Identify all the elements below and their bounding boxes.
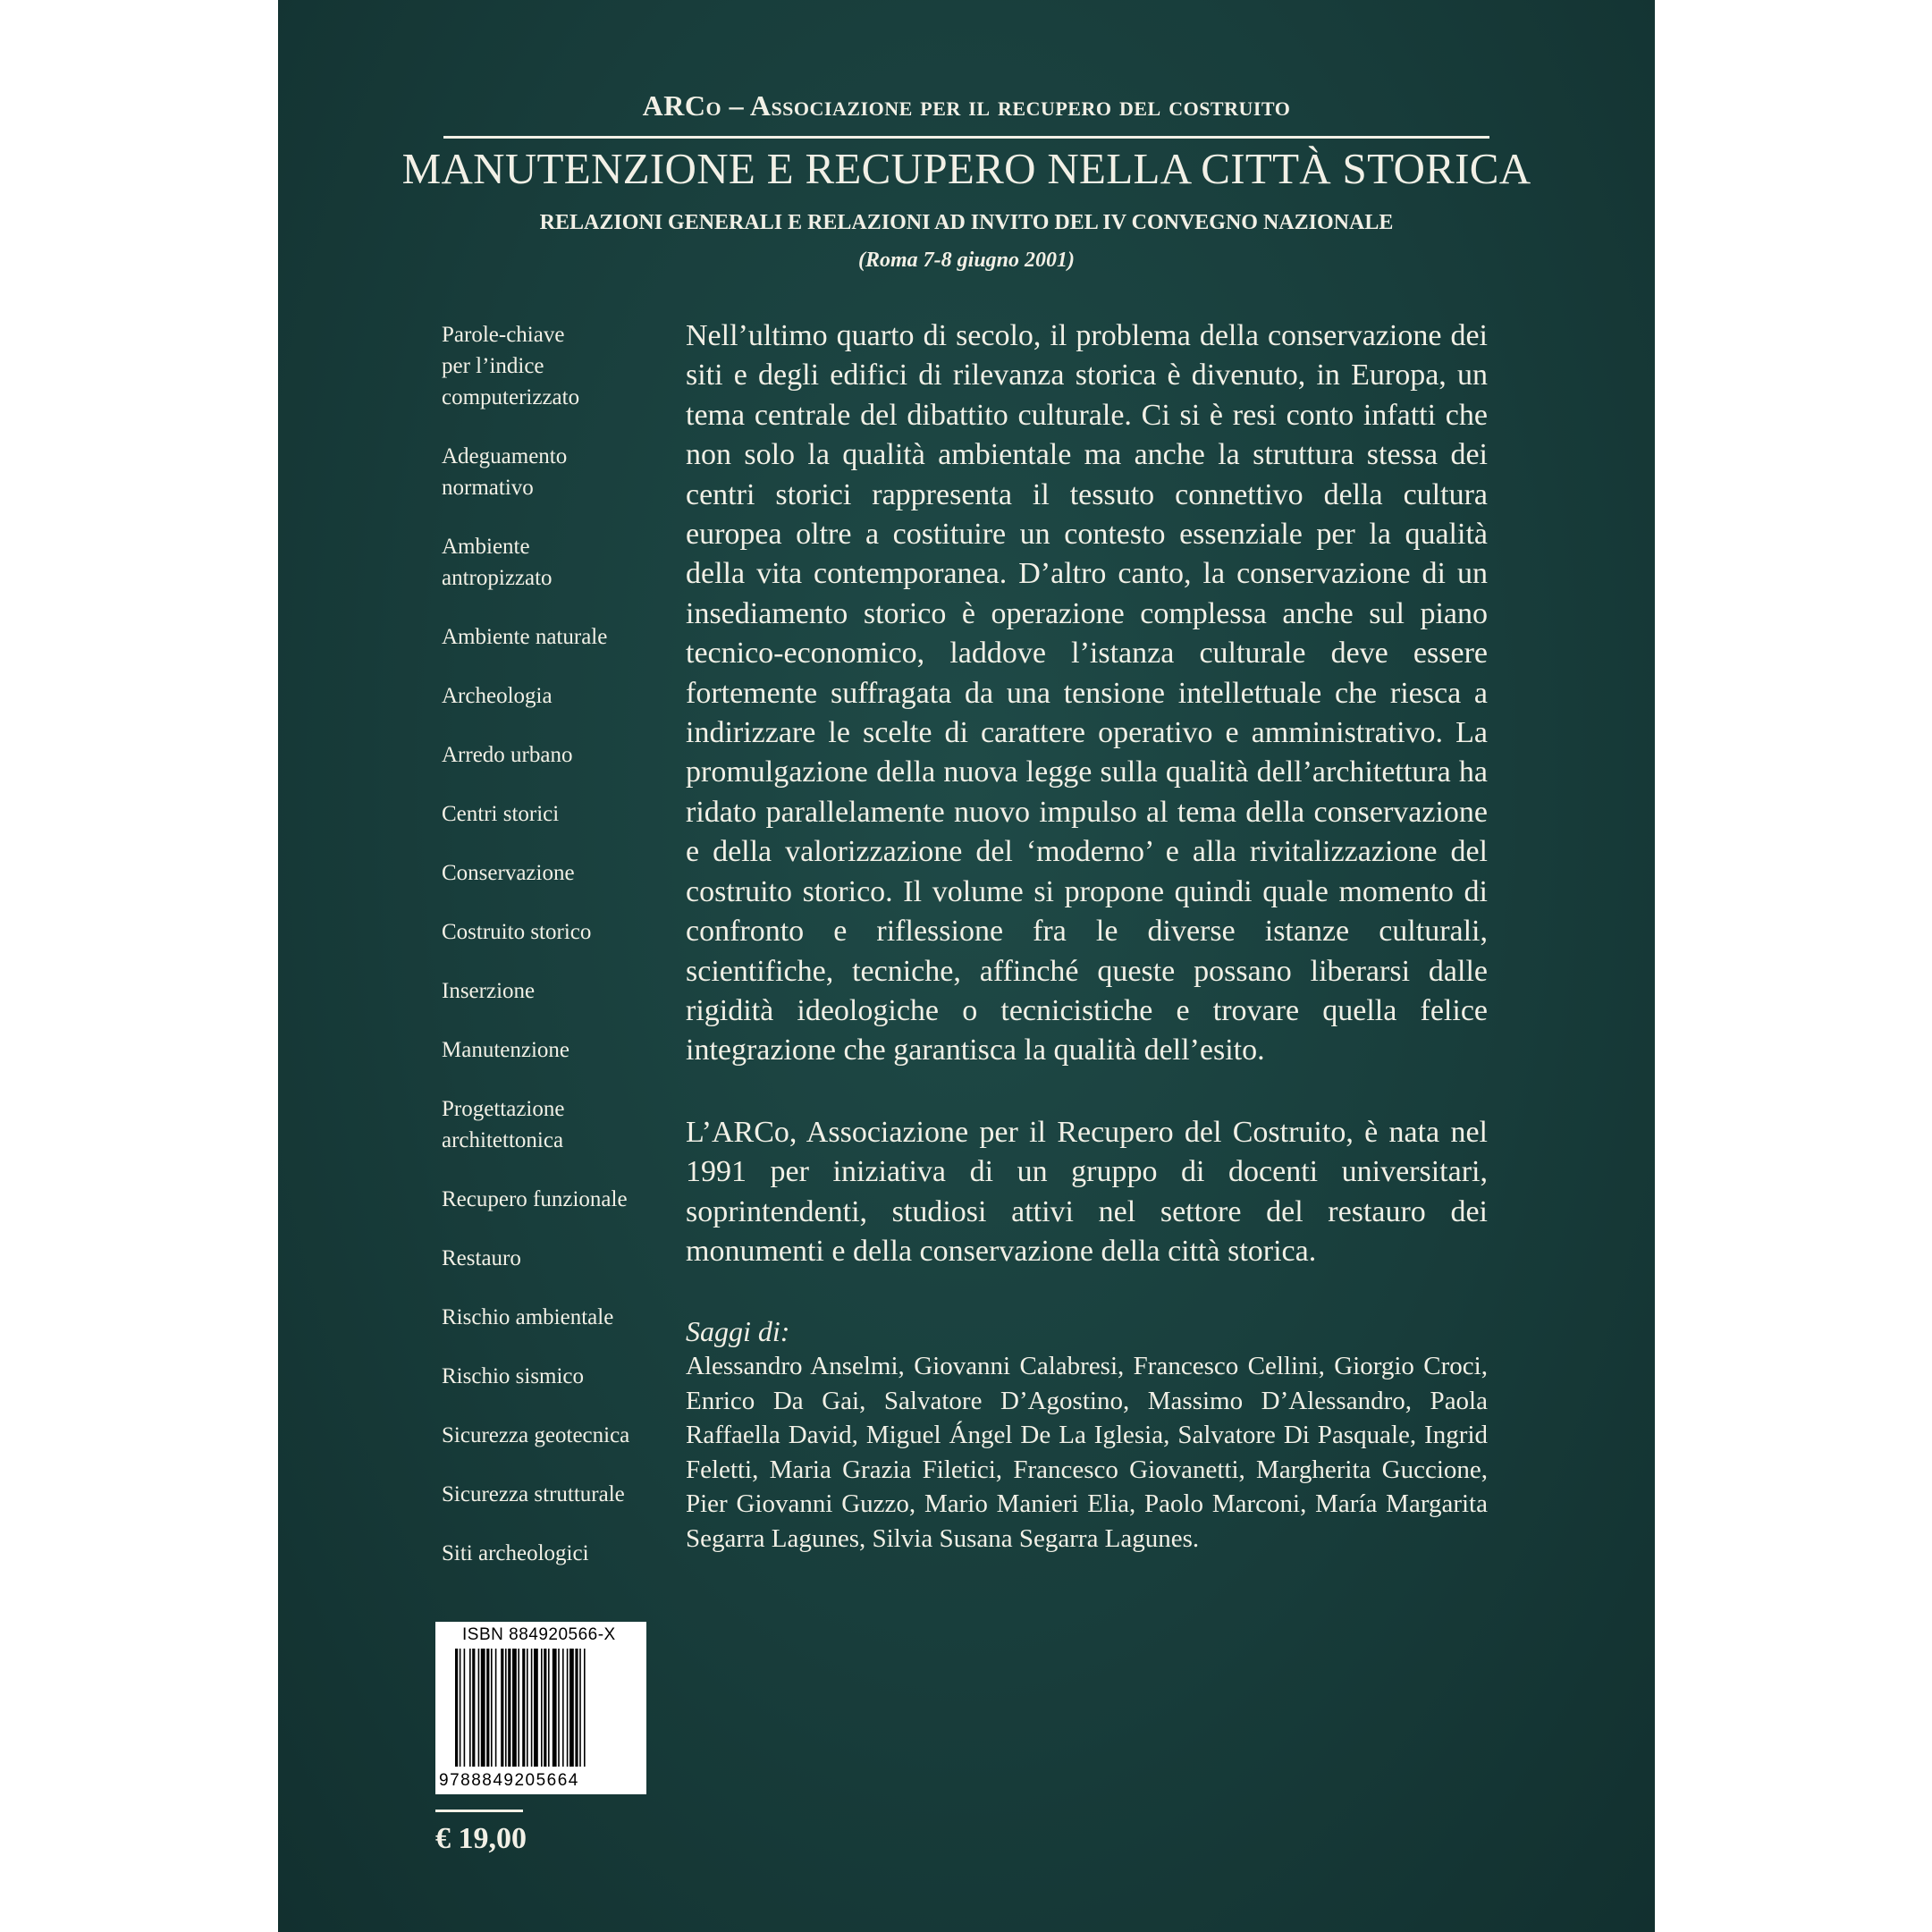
conference-dates: (Roma 7-8 giugno 2001) (857, 249, 1075, 272)
keyword-item: Ambiente antropizzato (442, 535, 553, 590)
association-paragraph: L’ARCo, Associazione per il Recupero del Costruito, è nata nel 1991 per iniziativa di un gruppo di docenti universitari, soprintendenti, studiosi attivi nel settore del restauro dei monumenti e della conservazione della città storica. (686, 1115, 1488, 1268)
keyword-item: Manutenzione (442, 1038, 570, 1062)
keyword-item: Siti archeologici (442, 1541, 589, 1565)
price-rule (435, 1810, 523, 1812)
essays-label: Saggi di: (686, 1315, 790, 1348)
keyword-item: Progettazione architettonica (442, 1097, 565, 1152)
keyword-item: Sicurezza strutturale (442, 1482, 625, 1506)
title-rule (443, 136, 1489, 139)
author-list: Alessandro Anselmi, Giovanni Calabresi, Francesco Cellini, Giorgio Croci, Enrico Da Gai, Salvatore D’Agostino, Massimo D’Alessandro, Paola Raffaella David, Miguel Ángel De La Iglesia, Salvatore Di Pasquale, Ingrid Feletti, Maria Grazia Filetici, Francesco Giovanetti, Margherita Guccione, Pier Giovanni Guzzo, Mario Manieri Elia, Paolo Marconi, María Margarita Segarra Lagunes, Silvia Susana Segarra Lagunes. (686, 1352, 1488, 1553)
isbn-label: ISBN 884920566-X (462, 1625, 616, 1644)
keyword-item: Arredo urbano (442, 743, 573, 767)
description (686, 316, 1488, 1556)
back-cover (278, 0, 1655, 1932)
ean-number: 9788849205664 (439, 1771, 579, 1790)
keyword-item: Inserzione (442, 979, 536, 1003)
keyword-list (442, 319, 665, 1597)
keyword-item: Centri storici (442, 802, 560, 826)
description-paragraph: Nell’ultimo quarto di secolo, il problema della conservazione dei siti e degli edifici di rilevanza storica è divenuto, in Europa, un tema centrale del dibattito culturale. Ci si è resi conto infatti che non solo la qualità ambientale ma anche la struttura stessa dei centri storici rappresenta il tessuto connettivo della cultura europea oltre a costituire un contesto essenziale per la qualità della vita contemporanea. D’altro canto, la conservazione di un insediamento storico è operazione complessa anche sul piano tecnico-economico, laddove l’istanza culturale deve essere fortemente suffragata da una tensione intellettuale che riesca a indirizzare le scelte di carattere operativo e amministrativo. La promulgazione della nuova legge sulla qualità dell’architettura ha ridato parallelamente nuovo impulso al tema della conservazione e della valorizzazione del ‘moderno’ e alla rivitalizzazione del costruito storico. Il volume si propone quindi quale momento di confronto e riflessione fra le diverse istanze culturali, scientifiche, tecniche, affinché queste possano liberarsi dalle rigidità ideologiche o tecnicistiche e trovare quella felice integrazione che garantisca la qualità dell’esito. (686, 319, 1488, 1067)
keyword-item: Restauro (442, 1246, 521, 1270)
keyword-heading: Parole-chiave per l’indice computerizzato (442, 323, 580, 409)
keyword-item: Recupero funzionale (442, 1187, 628, 1211)
keyword-item: Ambiente naturale (442, 625, 608, 649)
keyword-item: Rischio sismico (442, 1364, 585, 1388)
book-subtitle: RELAZIONI GENERALI E RELAZIONI AD INVITO DEL IV CONVEGNO NAZIONALE (539, 211, 1394, 234)
barcode-bars (455, 1649, 630, 1767)
keyword-item: Conservazione (442, 861, 575, 885)
publisher-name: ARCo – Associazione per il recupero del costruito (642, 89, 1291, 122)
keyword-item: Adeguamento normativo (442, 444, 568, 500)
keyword-item: Rischio ambientale (442, 1305, 614, 1329)
keyword-item: Archeologia (442, 684, 553, 708)
keyword-item: Costruito storico (442, 920, 592, 944)
book-title: MANUTENZIONE E RECUPERO NELLA CITTÀ STORICA (401, 144, 1531, 193)
price: € 19,00 (435, 1822, 527, 1855)
isbn-barcode (435, 1622, 646, 1794)
keyword-item: Sicurezza geotecnica (442, 1423, 630, 1447)
